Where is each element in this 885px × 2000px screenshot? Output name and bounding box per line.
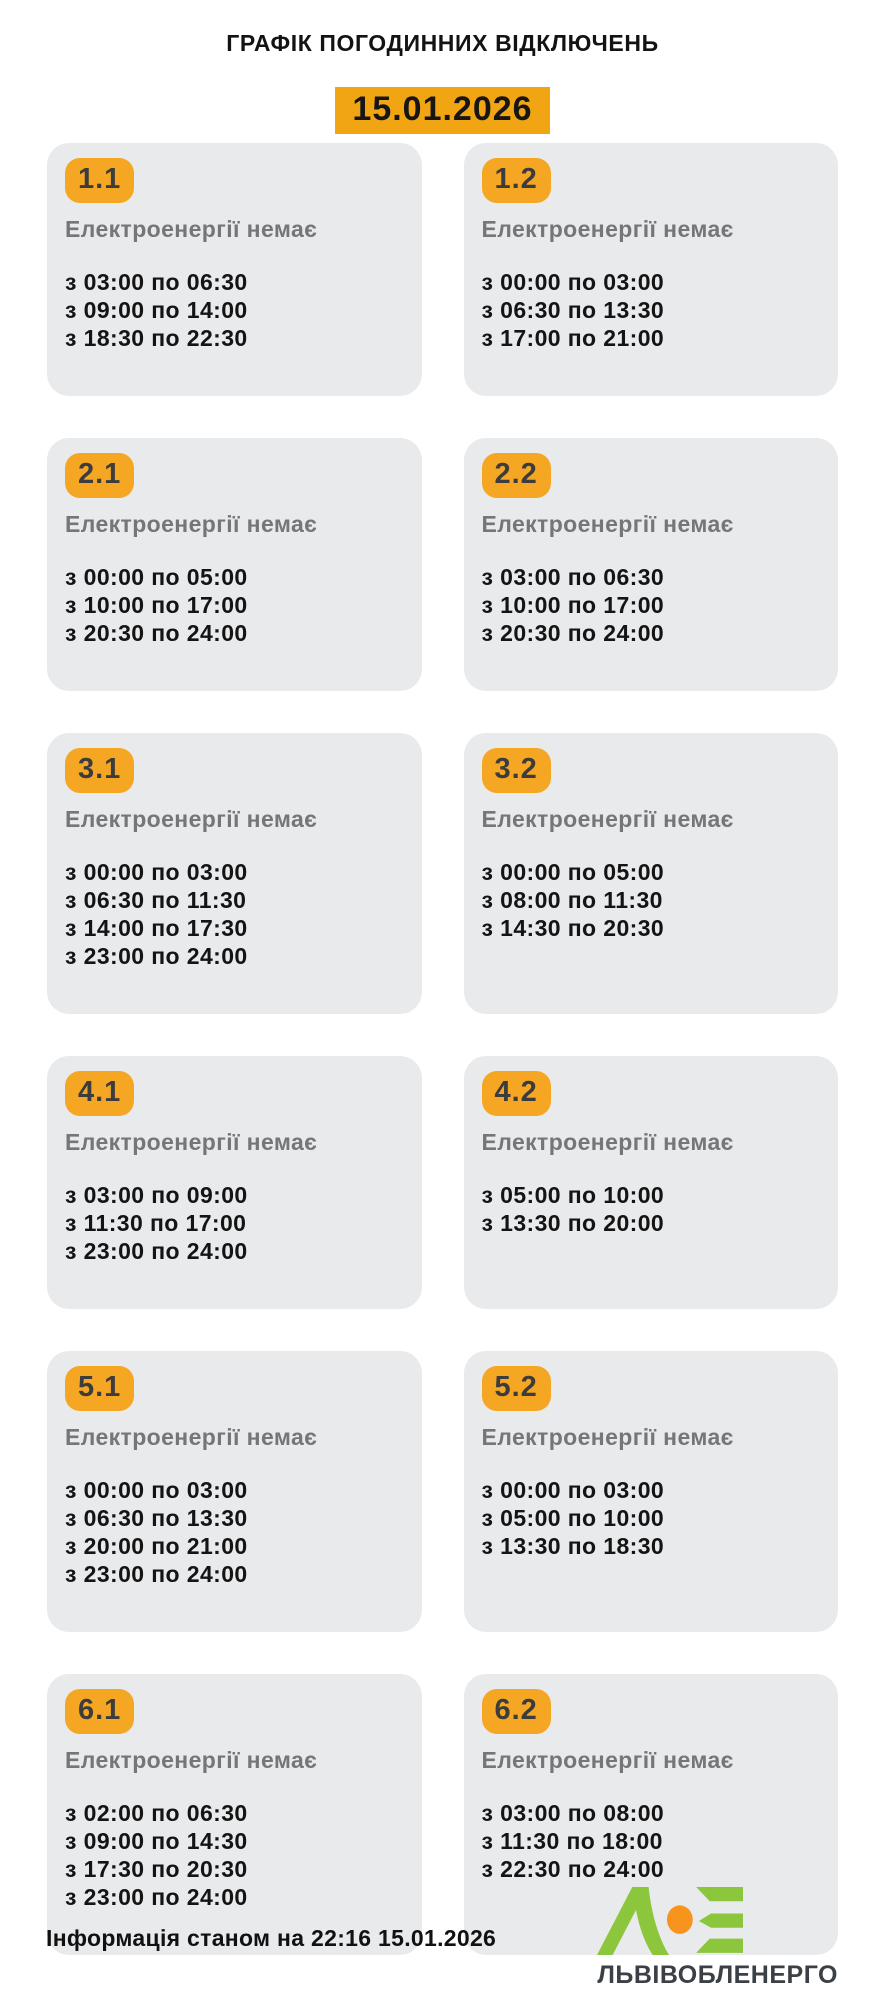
footer xyxy=(46,1887,838,1990)
page-title: ГРАФІК ПОГОДИННИХ ВІДКЛЮЧЕНЬ xyxy=(226,30,659,56)
queue-badge: 1.2 xyxy=(482,158,551,203)
outage-interval: з 13:30 по 18:30 xyxy=(481,1533,665,1559)
status-label: Електроенергії немає xyxy=(481,1747,734,1773)
outage-interval: з 17:00 по 21:00 xyxy=(481,325,665,351)
outage-interval: з 23:00 по 24:00 xyxy=(65,1884,248,1910)
status-label: Електроенергії немає xyxy=(65,806,318,832)
outage-intervals xyxy=(482,1181,821,1237)
queue-badge: 4.2 xyxy=(482,1071,551,1116)
status-label: Електроенергії немає xyxy=(65,1424,318,1450)
outage-interval: з 22:30 по 24:00 xyxy=(481,1856,665,1882)
schedule-card-3-2 xyxy=(464,733,839,1014)
queue-badge: 3.1 xyxy=(65,748,134,793)
outage-interval: з 05:00 по 10:00 xyxy=(481,1182,665,1208)
schedule-card-3-1 xyxy=(47,733,422,1014)
outage-interval: з 10:00 по 17:00 xyxy=(481,592,665,618)
date-badge: 15.01.2026 xyxy=(335,87,549,134)
lvivoblenergo-logo xyxy=(597,1887,838,1990)
outage-interval: з 10:00 по 17:00 xyxy=(65,592,248,618)
outage-intervals xyxy=(65,268,404,352)
outage-interval: з 03:00 по 06:30 xyxy=(65,269,248,295)
outage-interval: з 11:30 по 17:00 xyxy=(65,1210,247,1236)
outage-interval: з 00:00 по 03:00 xyxy=(481,1477,665,1503)
outage-intervals xyxy=(482,1799,821,1883)
schedule-card-5-2 xyxy=(464,1351,839,1632)
outage-interval: з 06:30 по 13:30 xyxy=(65,1505,248,1531)
outage-interval: з 09:00 по 14:30 xyxy=(65,1828,248,1854)
outage-interval: з 17:30 по 20:30 xyxy=(65,1856,248,1882)
status-label: Електроенергії немає xyxy=(481,216,734,242)
schedule-card-2-1 xyxy=(47,438,422,691)
queue-badge: 3.2 xyxy=(482,748,551,793)
outage-intervals xyxy=(65,563,404,647)
status-label: Електроенергії немає xyxy=(65,511,318,537)
schedule-card-5-1 xyxy=(47,1351,422,1632)
outage-interval: з 20:00 по 21:00 xyxy=(65,1533,248,1559)
outage-interval: з 00:00 по 03:00 xyxy=(65,859,248,885)
queue-badge: 5.2 xyxy=(482,1366,551,1411)
outage-intervals xyxy=(65,1476,404,1588)
queue-badge: 2.1 xyxy=(65,453,134,498)
outage-intervals xyxy=(482,563,821,647)
status-label: Електроенергії немає xyxy=(65,1129,318,1155)
outage-interval: з 20:30 по 24:00 xyxy=(65,620,248,646)
schedule-card-4-2 xyxy=(464,1056,839,1309)
queue-badge: 5.1 xyxy=(65,1366,134,1411)
updated-info: Інформація станом на 22:16 15.01.2026 xyxy=(46,1925,497,1951)
queue-badge: 4.1 xyxy=(65,1071,134,1116)
status-label: Електроенергії немає xyxy=(481,1129,734,1155)
outage-interval: з 20:30 по 24:00 xyxy=(481,620,665,646)
status-label: Електроенергії немає xyxy=(481,806,734,832)
status-label: Електроенергії немає xyxy=(481,511,734,537)
outage-interval: з 05:00 по 10:00 xyxy=(481,1505,665,1531)
outage-interval: з 23:00 по 24:00 xyxy=(65,1238,248,1264)
outage-interval: з 00:00 по 05:00 xyxy=(65,564,248,590)
outage-interval: з 08:00 по 11:30 xyxy=(481,887,663,913)
outage-interval: з 00:00 по 03:00 xyxy=(481,269,665,295)
outage-intervals xyxy=(482,858,821,942)
lvivoblenergo-logo-icon xyxy=(597,1887,743,1955)
outage-intervals xyxy=(482,1476,821,1560)
outage-interval: з 23:00 по 24:00 xyxy=(65,943,248,969)
outage-interval: з 03:00 по 06:30 xyxy=(481,564,665,590)
outage-intervals xyxy=(482,268,821,352)
schedule-card-4-1 xyxy=(47,1056,422,1309)
outage-interval: з 14:30 по 20:30 xyxy=(481,915,665,941)
outage-interval: з 09:00 по 14:00 xyxy=(65,297,248,323)
queue-badge: 6.1 xyxy=(65,1689,134,1734)
outage-interval: з 06:30 по 11:30 xyxy=(65,887,247,913)
outage-interval: з 00:00 по 05:00 xyxy=(481,859,665,885)
schedule-grid xyxy=(47,143,838,1955)
schedule-card-2-2 xyxy=(464,438,839,691)
status-label: Електроенергії немає xyxy=(65,1747,318,1773)
outage-interval: з 18:30 по 22:30 xyxy=(65,325,248,351)
status-label: Електроенергії немає xyxy=(481,1424,734,1450)
queue-badge: 2.2 xyxy=(482,453,551,498)
outage-interval: з 03:00 по 08:00 xyxy=(481,1800,665,1826)
outage-intervals xyxy=(65,858,404,970)
outage-interval: з 03:00 по 09:00 xyxy=(65,1182,248,1208)
outage-interval: з 23:00 по 24:00 xyxy=(65,1561,248,1587)
outage-interval: з 06:30 по 13:30 xyxy=(481,297,665,323)
schedule-card-1-1 xyxy=(47,143,422,396)
queue-badge: 1.1 xyxy=(65,158,134,203)
outage-interval: з 00:00 по 03:00 xyxy=(65,1477,248,1503)
schedule-card-1-2 xyxy=(464,143,839,396)
outage-interval: з 02:00 по 06:30 xyxy=(65,1800,248,1826)
queue-badge: 6.2 xyxy=(482,1689,551,1734)
outage-intervals xyxy=(65,1181,404,1265)
outage-interval: з 13:30 по 20:00 xyxy=(481,1210,665,1236)
status-label: Електроенергії немає xyxy=(65,216,318,242)
logo-caption: ЛЬВІВОБЛЕНЕРГО xyxy=(597,1961,838,1989)
outage-interval: з 14:00 по 17:30 xyxy=(65,915,248,941)
outage-interval: з 11:30 по 18:00 xyxy=(481,1828,663,1854)
